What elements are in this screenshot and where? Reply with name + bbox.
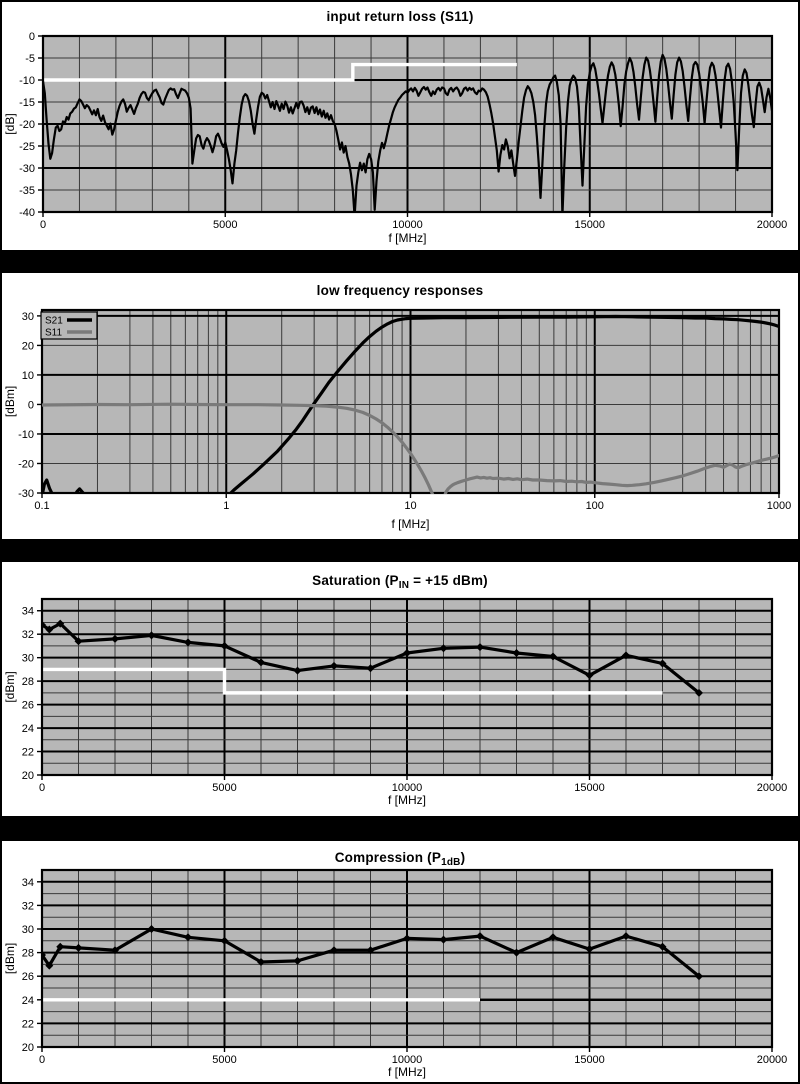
y-tick-label: 30 [21, 310, 34, 323]
title-text: Saturation (P [312, 573, 399, 588]
x-axis-unit: f [MHz] [388, 231, 427, 245]
y-axis-unit: [dBm] [3, 385, 17, 418]
x-tick-label: 10000 [392, 219, 423, 231]
title-text: input return loss (S11) [326, 9, 474, 24]
y-tick-label: 20 [21, 340, 34, 353]
y-tick-label: 10 [21, 369, 34, 382]
y-tick-label: -10 [18, 428, 34, 441]
legend-label-S21: S21 [45, 315, 63, 327]
x-tick-label: 20000 [756, 1054, 788, 1066]
y-axis-unit: [dBm] [3, 942, 17, 975]
panel-input-return-loss [2, 2, 798, 250]
y-tick-label: 32 [21, 629, 34, 642]
title-text: Compression (P [334, 850, 442, 865]
y-tick-label: 30 [21, 924, 34, 936]
y-axis-unit: [dB] [3, 113, 17, 135]
x-tick-label: 0.1 [34, 500, 50, 512]
y-tick-label: 0 [27, 399, 34, 412]
x-tick-label: 10 [404, 500, 417, 512]
chart-canvas-low-frequency-responses [2, 273, 798, 539]
y-tick-label: -10 [19, 75, 35, 87]
x-axis-unit: f [MHz] [388, 793, 426, 807]
x-tick-label: 5000 [213, 219, 238, 231]
y-tick-label: 32 [21, 900, 34, 913]
legend-label-S11: S11 [45, 327, 63, 339]
input-return-loss-svg [2, 2, 798, 250]
y-tick-label: 22 [21, 1018, 34, 1031]
y-tick-label: 22 [21, 746, 34, 759]
compression-svg [2, 841, 798, 1082]
y-tick-label: -40 [19, 207, 35, 219]
y-tick-label: 30 [21, 652, 34, 665]
x-tick-label: 100 [585, 500, 604, 512]
y-tick-label: -30 [18, 488, 34, 500]
x-axis-unit: f [MHz] [391, 517, 430, 531]
title-subscript: 1dB [441, 857, 461, 868]
y-tick-label: 28 [21, 947, 34, 960]
panel-compression [2, 841, 798, 1082]
x-tick-label: 10000 [391, 1054, 423, 1066]
chart-canvas-input-return-loss [2, 2, 798, 250]
y-tick-label: 24 [21, 723, 34, 736]
y-tick-label: 20 [21, 1042, 34, 1054]
x-tick-label: 20000 [756, 219, 788, 231]
title-suffix: = +15 dBm) [409, 573, 488, 588]
y-tick-label: -20 [19, 119, 35, 131]
x-tick-label: 20000 [756, 782, 788, 794]
panel-saturation [2, 562, 798, 816]
y-tick-label: -5 [25, 53, 35, 65]
y-tick-label: -25 [19, 141, 35, 153]
title-suffix: ) [460, 850, 466, 865]
y-tick-label: 34 [21, 876, 34, 889]
x-tick-label: 10000 [391, 782, 423, 794]
y-tick-label: -35 [19, 185, 35, 197]
x-tick-label: 5000 [212, 1054, 237, 1066]
saturation-svg [2, 562, 798, 816]
panel-low-frequency-responses [2, 273, 798, 539]
x-tick-label: 15000 [574, 782, 605, 794]
gridlines [42, 599, 772, 775]
y-tick-label: -20 [18, 458, 34, 471]
y-tick-label: -30 [19, 163, 35, 175]
y-tick-label: 0 [28, 31, 35, 43]
x-tick-label: 15000 [574, 219, 606, 231]
low-frequency-responses-svg [2, 273, 798, 539]
y-tick-label: -15 [19, 97, 35, 109]
y-tick-label: 26 [21, 971, 34, 984]
x-tick-label: 15000 [574, 1054, 605, 1066]
y-tick-label: 28 [21, 676, 34, 689]
y-axis-unit: [dBm] [3, 671, 17, 703]
gridlines [43, 36, 772, 212]
gridlines [42, 870, 772, 1047]
y-tick-label: 20 [21, 770, 34, 782]
x-tick-label: 0 [38, 1054, 46, 1066]
chart-canvas-saturation [2, 562, 798, 816]
legend [41, 312, 97, 339]
title-subscript: IN [398, 580, 410, 591]
x-tick-label: 1000 [766, 500, 792, 512]
title-text: low frequency responses [316, 283, 484, 298]
y-tick-label: 34 [21, 605, 34, 618]
chart-canvas-compression [2, 841, 798, 1082]
y-tick-label: 26 [21, 699, 34, 712]
x-axis-unit: f [MHz] [388, 1065, 426, 1079]
y-tick-label: 24 [21, 994, 34, 1007]
x-tick-label: 0 [38, 782, 46, 794]
x-tick-label: 0 [39, 219, 47, 231]
x-tick-label: 5000 [212, 782, 237, 794]
x-tick-label: 1 [223, 500, 230, 512]
